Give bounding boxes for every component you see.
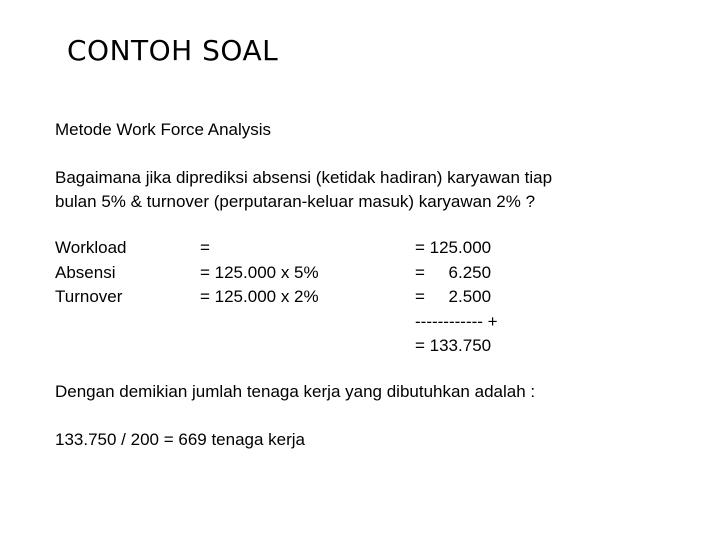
method-subtitle: Metode Work Force Analysis xyxy=(55,120,272,139)
workload-result: = 125.000 xyxy=(415,238,492,257)
conclusion-text: Dengan demikian jumlah tenaga kerja yang dibutuhkan adalah : xyxy=(55,382,536,401)
sum-separator: ------------ + xyxy=(415,311,498,331)
absensi-result: = 6.250 xyxy=(415,262,492,282)
calculation-formulas xyxy=(200,236,319,310)
question-line-1: Bagaimana jika diprediksi absensi (ketidak hadiran) karyawan tiap xyxy=(55,168,553,187)
workload-formula: = xyxy=(200,238,210,257)
calculation-labels xyxy=(55,236,127,310)
turnover-result: = 2.500 xyxy=(415,287,492,306)
absensi-label: Absensi xyxy=(55,262,116,282)
final-answer: 133.750 / 200 = 669 tenaga kerja xyxy=(55,430,306,449)
slide-title: CONTOH SOAL xyxy=(67,34,279,67)
workload-label: Workload xyxy=(55,238,127,257)
absensi-formula: = 125.000 x 5% xyxy=(200,262,319,282)
calculation-results xyxy=(415,236,498,359)
question-paragraph xyxy=(55,166,552,214)
question-line-2: bulan 5% & turnover (perputaran-keluar masuk) karyawan 2% ? xyxy=(55,192,536,211)
turnover-label: Turnover xyxy=(55,287,123,306)
turnover-formula: = 125.000 x 2% xyxy=(200,287,319,306)
total-result: = 133.750 xyxy=(415,336,492,355)
